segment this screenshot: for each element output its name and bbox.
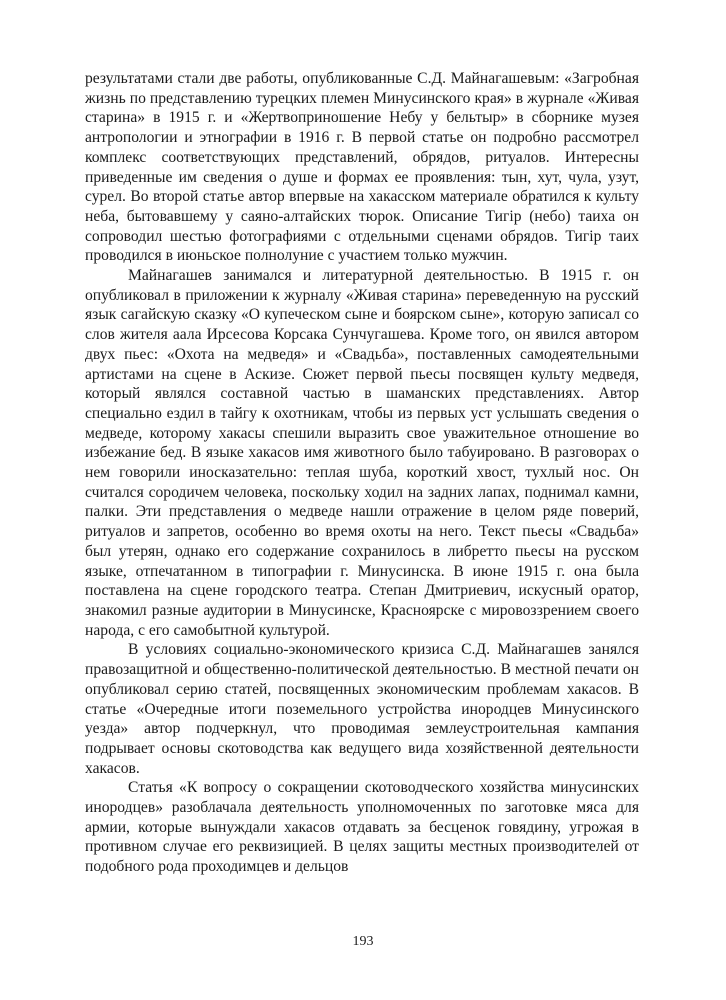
paragraph-2: Майнагашев занимался и литературной деятельностью. В 1915 г. он опубликовал в приложении к журналу «Живая старина» переведенную на русский язык сагайскую сказку «О купеческом сыне и боярском сыне», которую записал со слов жителя аала Ирсесова Корсака Сунчугашева. Кроме того, он явился автором двух пьес: «Охота на медведя» и «Свадьба», поставленных самодеятельными артистами на сцене в Аскизе. Сюжет первой пьесы посвящен культу медведя, который являлся составной частью в шаманских представлениях. Автор специально ездил в тайгу к охотникам, чтобы из первых уст услышать сведения о медведе, которому хакасы спешили выразить свое уважительное отношение во избежание бед. В языке хакасов имя животного было табуировано. В разговорах о нем говорили иносказательно: теплая шуба, короткий хвост, тухлый нос. Он считался сородичем человека, поскольку ходил на задних лапах, поднимал камни, палки. Эти представления о медведе нашли отражение в целом ряде поверий, ритуалов и запретов, особенно во время охоты на него. Текст пьесы «Свадьба» был утерян, однако его содержание сохранилось в либретто пьесы на русском языке, отпечатанном в типографии г. Минусинска. В июне 1915 г. она была поставлена на сцене городского театра. Степан Дмитриевич, искусный оратор, знакомил разные аудитории в Минусинске, Красноярске с мировоззрением своего народа, с его самобытной культурой. xyxy=(85,267,639,639)
paragraph-1: результатами стали две работы, опубликованные С.Д. Майнагашевым: «Загробная жизнь по представлению турецких племен Минусинского края» в журнале «Живая старина» в 1915 г. и «Жертвоприношение Небу у бельтыр» в сборнике музея антропологии и этнографии в 1916 г. В первой статье он подробно рассмотрел комплекс соответствующих представлений, обрядов, ритуалов. Интересны приведенные им сведения о душе и формах ее проявления: тын, хут, чула, узут, сурел. Во второй статье автор впервые на хакасском материале обратился к культу неба, бытовавшему у саяно-алтайских тюрок. Описание Тигір (небо) таиха он сопроводил шестью фотографиями с отдельными сценами обрядов. Тигір таих проводился в июньское полнолуние с участием только мужчин. xyxy=(85,70,639,265)
page-number: 193 xyxy=(352,934,374,949)
paragraph-3: В условиях социально-экономического кризиса С.Д. Майнагашев занялся правозащитной и общественно-политической деятельностью. В местной печати он опубликовал серию статей, посвященных экономическим проблемам хакасов. В статье «Очередные итоги поземельного устройства инородцев Минусинского уезда» автор подчеркнул, что проводимая землеустроительная кампания подрывает основы скотоводства как ведущего вида хозяйственной деятельности хакасов. xyxy=(85,641,639,777)
paragraph-4: Статья «К вопросу о сокращении скотоводческого хозяйства минусинских инородцев» разоблачала деятельность уполномоченных по заготовке мяса для армии, которые вынуждали хакасов отдавать за бесценок говядину, угрожая в противном случае его реквизицией. В целях защиты местных производителей от подобного рода проходимцев и дельцов xyxy=(85,779,639,876)
body-text xyxy=(85,69,639,877)
